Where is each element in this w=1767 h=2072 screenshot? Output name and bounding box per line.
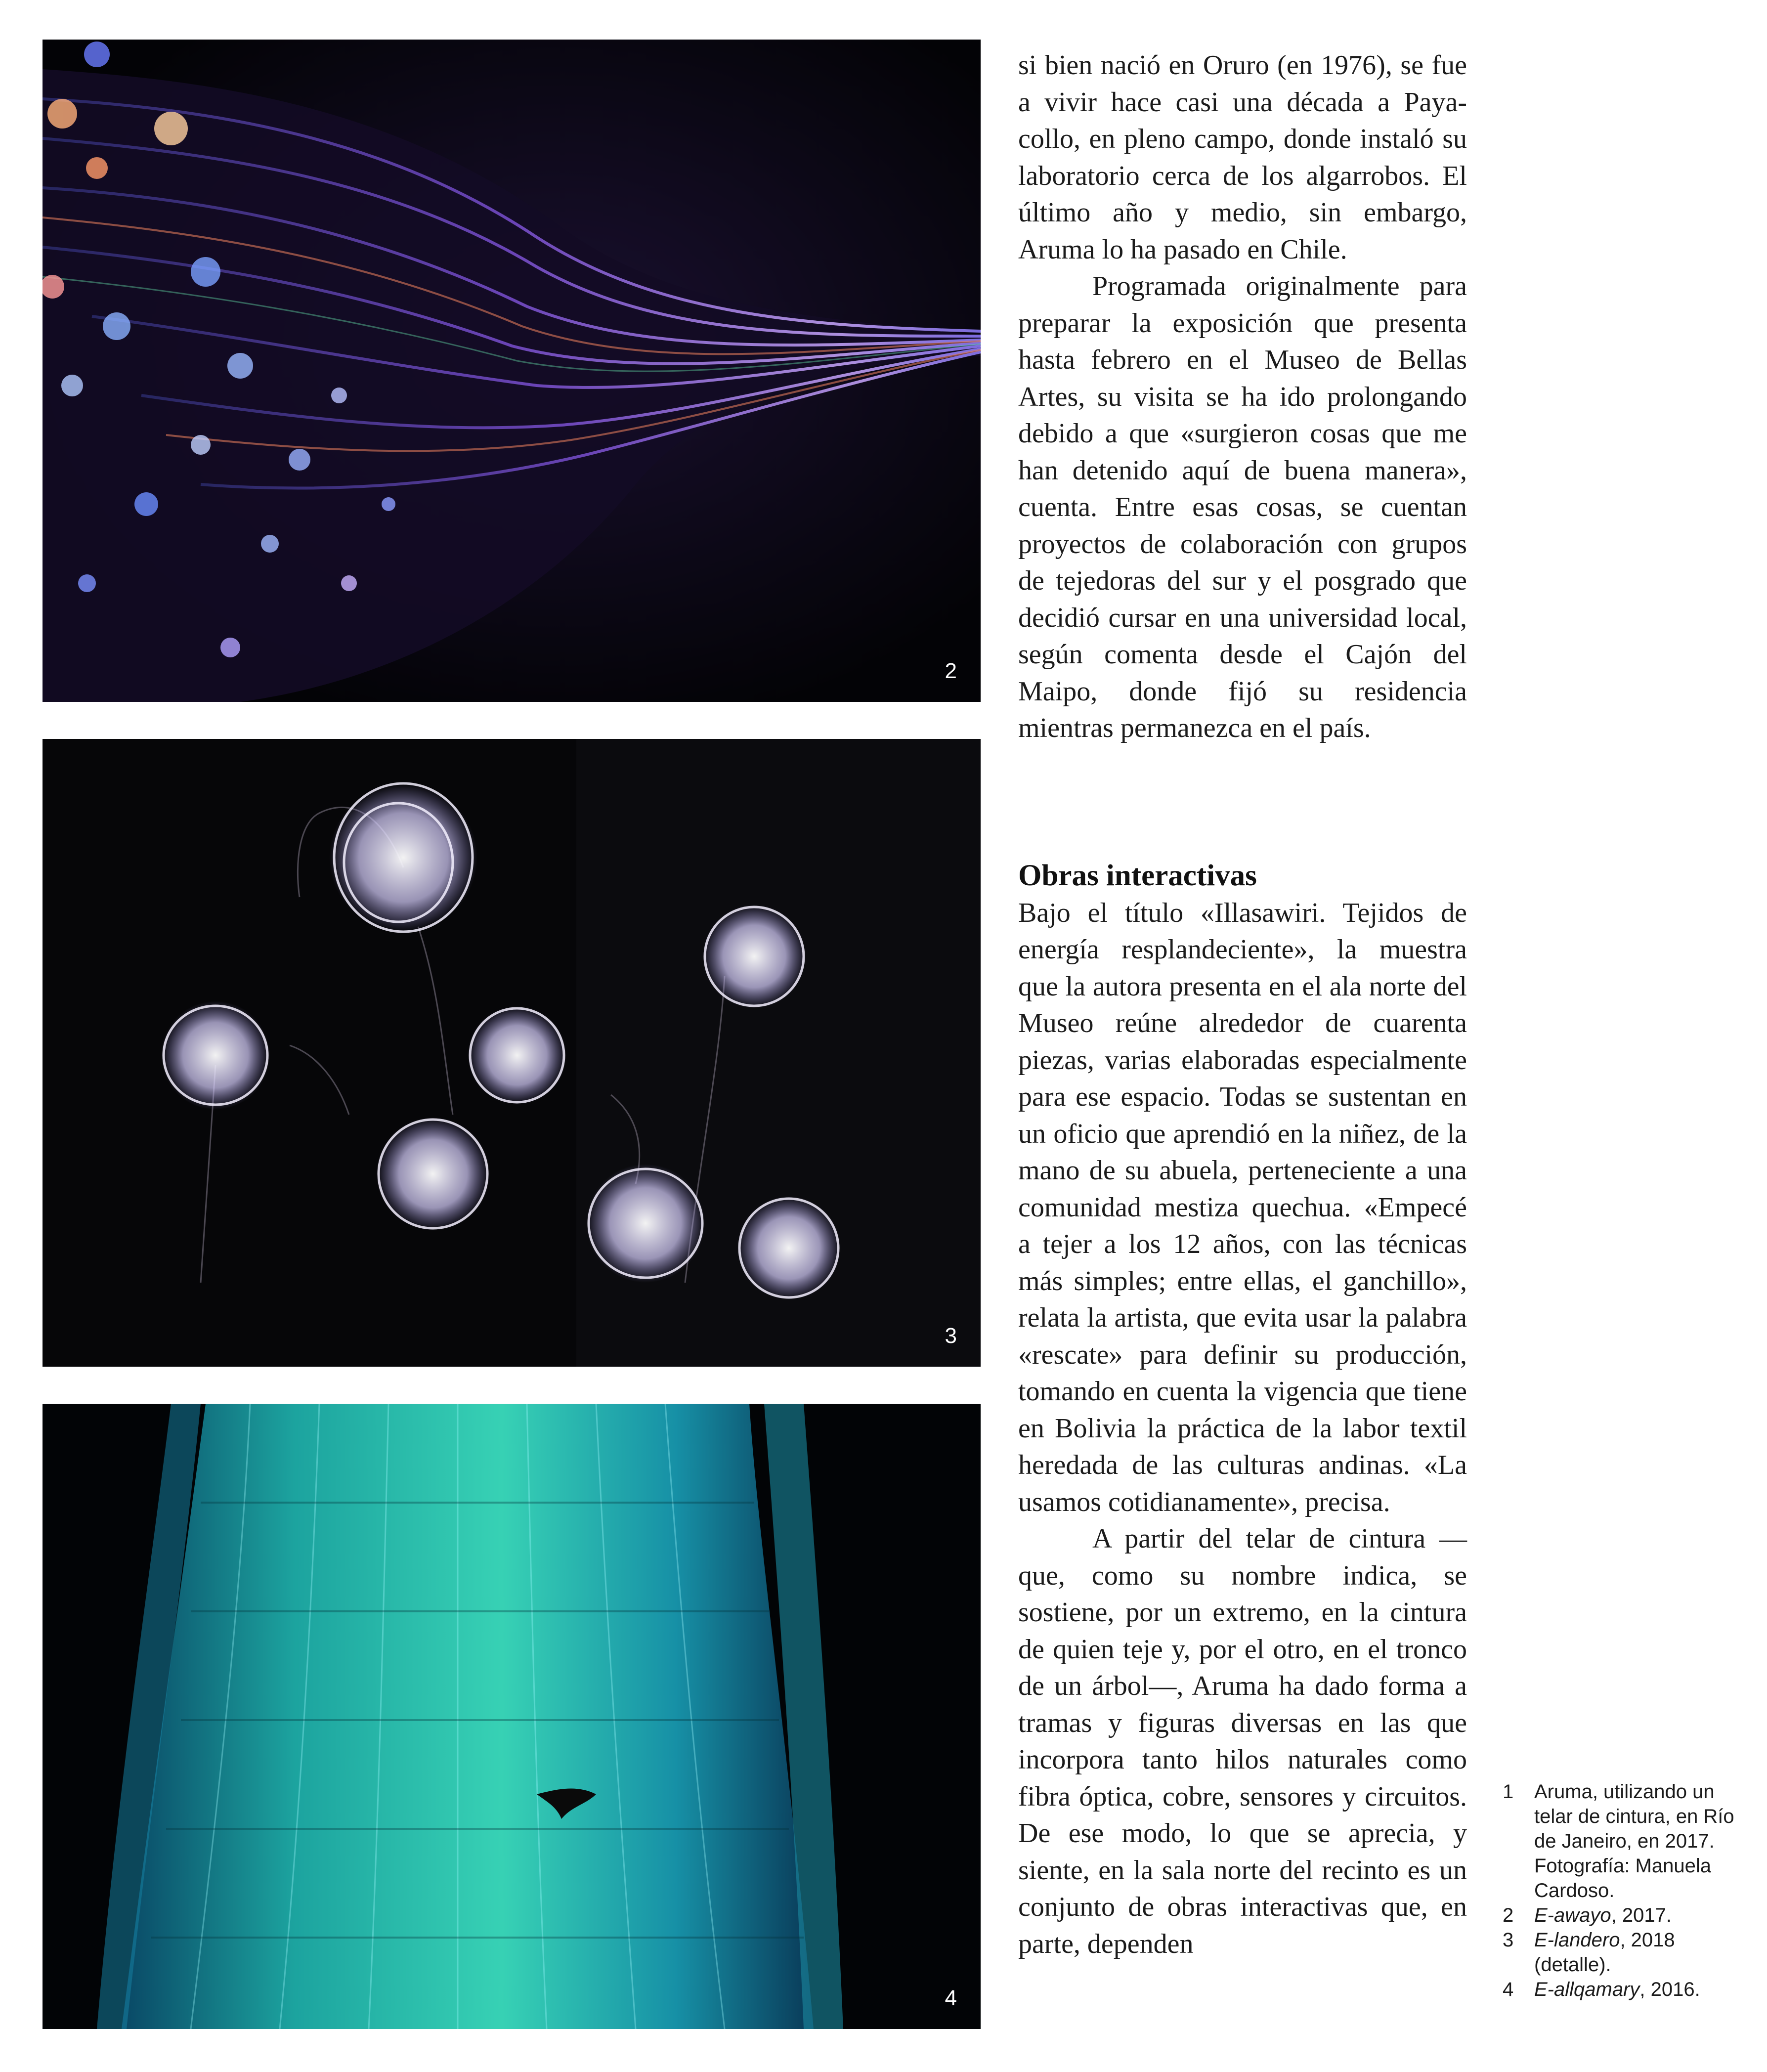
body-paragraph: Programada originalmente para preparar la exposición que presenta hasta febrero en el Museo de Bellas Artes, su visita se ha ido prolongando debido a que «surgieron cosas que me han detenido aquí de buena manera», cuenta. Entre esas cosas, se cuentan proyectos de colaboración con grupos de tejedoras del sur y el posgrado que decidió cursar en una universidad local, según comenta desde el Cajón del Maipo, donde fijó su residencia mientras permanezca en el país. [1018,271,1467,743]
photo-number: 2 [945,659,957,683]
caption-text: Aruma, utilizando un telar de cintura, en Río de Janeiro, en 2017. Fotografía: Manuela Cardoso. [1534,1781,1734,1901]
caption-number: 4 [1503,1979,1514,2000]
photo-captions [1503,1779,1740,2002]
caption-item [1503,1779,1740,1903]
article-column-bottom [1018,858,1467,1962]
caption-title: E-landero [1534,1929,1620,1951]
photo-e-landero [43,739,981,1367]
caption-item [1503,1928,1740,1977]
photo-number: 4 [945,1986,957,2010]
photo-e-landero-image [43,739,981,1367]
caption-text: , 2017. [1611,1904,1672,1926]
caption-text: , 2018 (detalle). [1534,1929,1675,1976]
section-heading: Obras interactivas [1018,859,1257,892]
caption-title: E-allqamary [1534,1979,1640,2000]
caption-number: 2 [1503,1904,1514,1926]
body-paragraph: si bien nació en Oruro (en 1976), se fue a vivir hace casi una década a Payacollo, en pleno campo, donde instaló su laboratorio cerca de los algarrobos. El último año y medio, sin embargo, Aruma lo ha pasado en Chile. [1018,50,1467,265]
article-column-top [1018,47,1467,747]
body-paragraph: A partir del telar de cintura —que, como su nombre indica, se sostiene, por un extremo, en la cintura de quien teje y, por el otro, en el tronco de un árbol—, Aruma ha dado forma a tramas y figuras diversas en las que incorpora tanto hilos naturales como fibra óptica, cobre, sensores y circuitos. De ese modo, lo que se aprecia, y siente, en la sala norte del recinto es un conjunto de obras interactivas que, en parte, dependen [1018,1523,1467,1959]
caption-item [1503,1903,1740,1928]
photo-e-awayo-image [43,40,981,702]
caption-item [1503,1977,1740,2002]
caption-text: , 2016. [1639,1979,1700,2000]
caption-number: 1 [1503,1781,1514,1803]
photo-number: 3 [945,1324,957,1348]
caption-number: 3 [1503,1929,1514,1951]
caption-title: E-awayo [1534,1904,1611,1926]
photo-e-awayo [43,40,981,702]
photo-e-allqamary [43,1404,981,2029]
body-paragraph: Bajo el título «Illasawiri. Tejidos de energía resplandeciente», la muestra que la autora presenta en el ala norte del Museo reúne alrededor de cuarenta piezas, varias elaboradas especialmente para ese espacio. Todas se sustentan en un oficio que aprendió en la niñez, de la mano de su abuela, perteneciente a una comunidad mestiza quechua. «Empecé a tejer a los 12 años, con las técnicas más simples; entre ellas, el ganchillo», relata la artista, que evita usar la palabra «rescate» para definir su producción, tomando en cuenta la vigencia que tiene en Bolivia la práctica de la labor textil heredada de las culturas andinas. «La usamos cotidianamente», precisa. [1018,897,1467,1517]
photo-e-allqamary-image [43,1404,981,2029]
